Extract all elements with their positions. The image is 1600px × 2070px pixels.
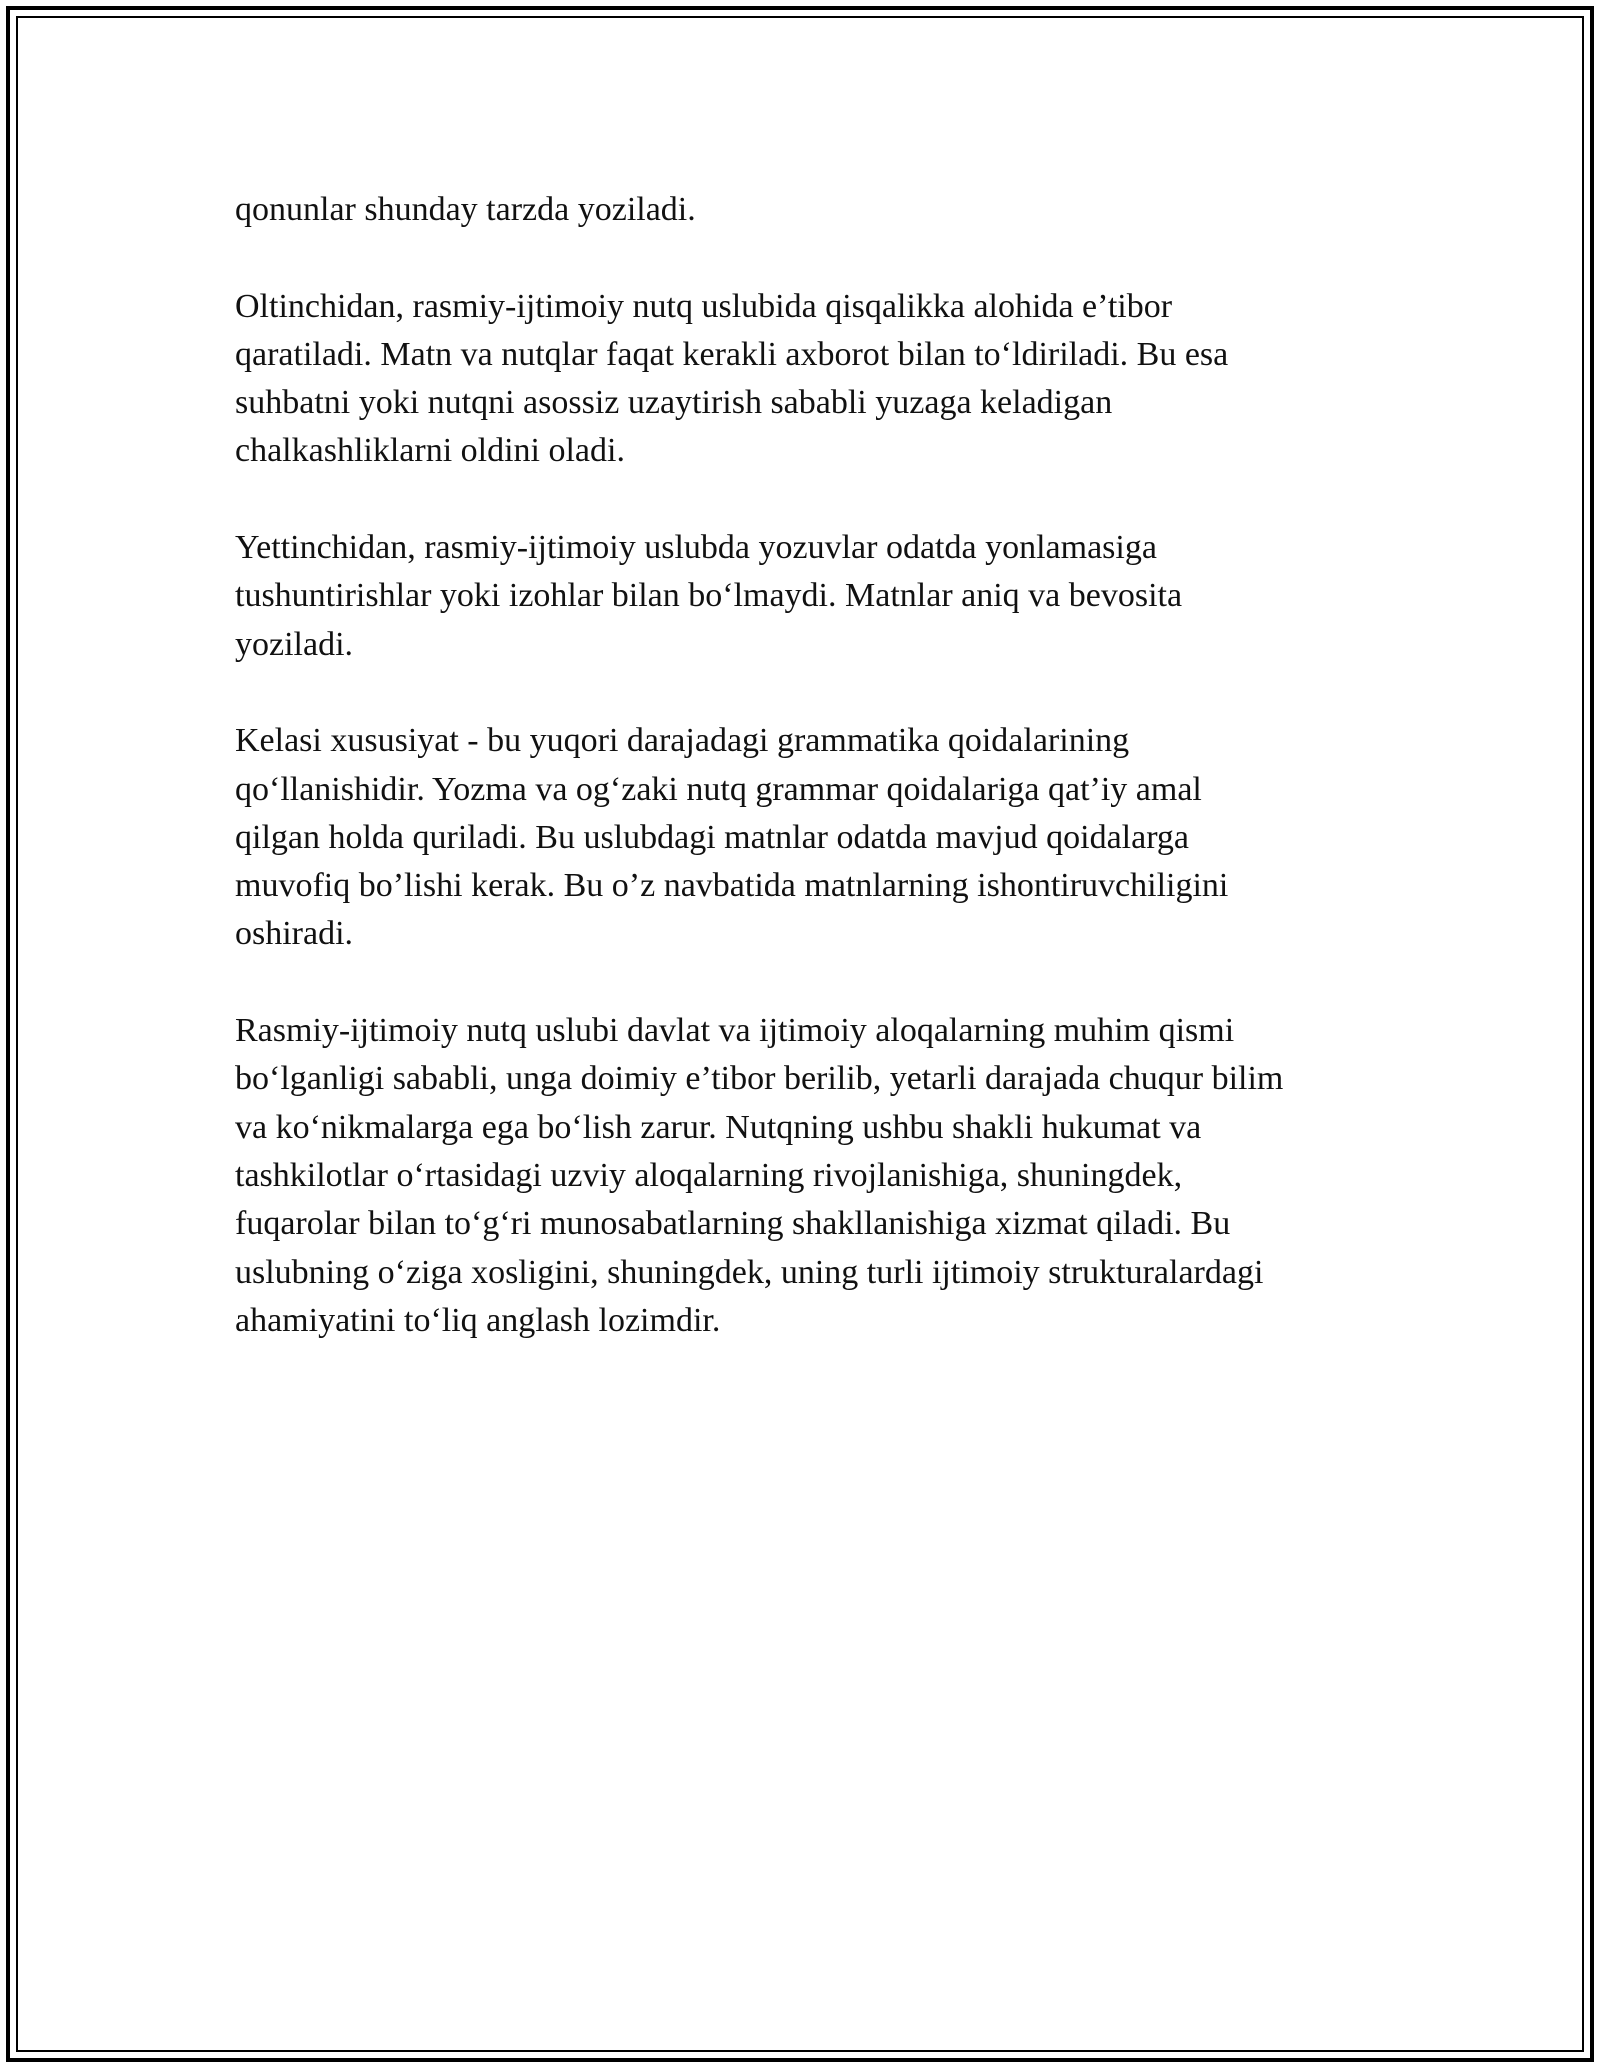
paragraph-5: Rasmiy-ijtimoiy nutq uslubi davlat va ijtimoiy aloqalarning muhim qismi bo‘lganligi sababli, unga doimiy e’tibor berilib, yetarli darajada chuqur bilim va ko‘nikmalarga ega bo‘lish zarur. Nutqning ushbu shakli hukumat va tashkilotlar o‘rtasidagi uzviy aloqalarning rivojlanishiga, shuningdek, fuqarolar bilan to‘g‘ri munosabatlarning shakllanishiga xizmat qiladi. Bu uslubning o‘ziga xosligini, shuningdek, uning turli ijtimoiy strukturalardagi ahamiyatini to‘liq anglash lozimdir. [235,1012,1284,1339]
paragraph-3: Yettinchidan, rasmiy-ijtimoiy uslubda yozuvlar odatda yonlamasiga tushuntirishlar yoki izohlar bilan bo‘lmaydi. Matnlar aniq va bevosita yoziladi. [235,529,1183,663]
paragraph-1: qonunlar shunday tarzda yoziladi. [235,191,696,228]
paragraph-4: Kelasi xususiyat - bu yuqori darajadagi grammatika qoidalarining qo‘llanishidir. Yozma va og‘zaki nutq grammar qoidalariga qat’iy amal qilgan holda quriladi. Bu uslubdagi matnlar odatda mavjud qoidalarga muvofiq bo’lishi kerak. Bu o’z navbatida matnlarning ishontiruvchiligini oshiradi. [235,722,1229,953]
paragraph-2: Oltinchidan, rasmiy-ijtimoiy nutq uslubida qisqalikka alohida e’tibor qaratiladi. Matn va nutqlar faqat kerakli axborot bilan to‘ldiriladi. Bu esa suhbatni yoki nutqni asossiz uzaytirish sababli yuzaga keladigan chalkashliklarni oldini oladi. [235,287,1229,470]
document-body [235,186,1375,1393]
